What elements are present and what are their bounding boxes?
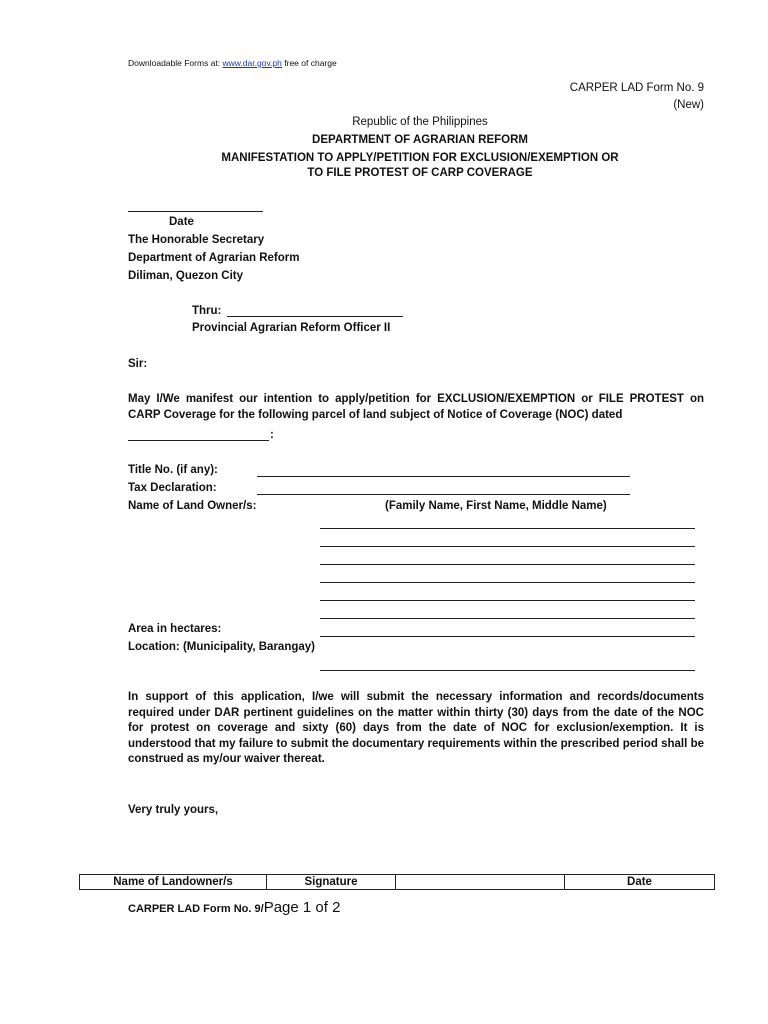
owner-line-1[interactable] — [320, 528, 695, 529]
thru-line[interactable] — [227, 316, 403, 317]
owner-label: Name of Land Owner/s: — [128, 500, 257, 512]
intro-end: : — [270, 429, 274, 441]
document-title-1: MANIFESTATION TO APPLY/PETITION FOR EXCLUSION/EXEMPTION OR — [221, 152, 619, 164]
download-suffix: free of charge — [281, 58, 337, 68]
addressee-3: Diliman, Quezon City — [128, 270, 244, 282]
dar-website-link[interactable]: www.dar.gov.ph — [222, 58, 282, 68]
location-line[interactable] — [320, 670, 695, 671]
page-number: Page 1 of 2 — [263, 899, 341, 916]
thru-label: Thru: — [192, 305, 222, 317]
location-label: Location: (Municipality, Barangay) — [128, 641, 315, 653]
owner-line-2[interactable] — [320, 546, 695, 547]
page-footer — [128, 899, 340, 916]
form-number: CARPER LAD Form No. 9 — [569, 82, 704, 94]
header-landowner: Name of Landowner/s — [80, 875, 267, 890]
salutation: Sir: — [128, 358, 148, 370]
title-no-label: Title No. (if any): — [128, 464, 218, 476]
document-title-2: TO FILE PROTEST OF CARP COVERAGE — [307, 167, 533, 179]
owner-line-5[interactable] — [320, 600, 695, 601]
signature-table — [79, 874, 715, 890]
intro-paragraph: May I/We manifest our intention to apply/petition for EXCLUSION/EXEMPTION or FILE PROTEST on CARP Coverage for the following parcel of land subject of Notice of Coverage (NOC) dated — [128, 393, 704, 421]
republic-heading: Republic of the Philippines — [352, 116, 488, 128]
title-no-line[interactable] — [257, 476, 630, 477]
owner-line-3[interactable] — [320, 564, 695, 565]
owner-line-6[interactable] — [320, 618, 695, 619]
addressee-1: The Honorable Secretary — [128, 234, 265, 246]
owner-line-4[interactable] — [320, 582, 695, 583]
date-label: Date — [169, 216, 194, 228]
area-line[interactable] — [320, 636, 695, 637]
tax-declaration-line[interactable] — [257, 494, 630, 495]
header-signature: Signature — [267, 875, 396, 890]
tax-declaration-label: Tax Declaration: — [128, 482, 217, 494]
addressee-2: Department of Agrarian Reform — [128, 252, 300, 264]
closing: Very truly yours, — [128, 804, 219, 816]
download-prefix: Downloadable Forms at: — [128, 58, 223, 68]
owner-hint: (Family Name, First Name, Middle Name) — [385, 500, 607, 512]
header-blank — [396, 875, 565, 890]
thru-title: Provincial Agrarian Reform Officer II — [192, 322, 391, 334]
header-date: Date — [565, 875, 715, 890]
area-label: Area in hectares: — [128, 623, 222, 635]
download-note — [128, 58, 337, 68]
noc-date-line[interactable] — [128, 440, 269, 441]
department-heading: DEPARTMENT OF AGRARIAN REFORM — [312, 134, 528, 146]
support-paragraph: In support of this application, I/we will submit the necessary information and records/documents required under DAR pertinent guidelines on the matter within thirty (30) days from the date of the NOC for protest on coverage and sixty (60) days from the date of NOC for exclusion/exemption. It is understood that my failure to submit the documentary requirements within the prescribed period shall be construed as my/our waiver thereat. — [128, 691, 704, 765]
date-line[interactable] — [128, 211, 263, 212]
footer-form: CARPER LAD Form No. 9/ — [128, 903, 264, 915]
form-status: (New) — [673, 99, 704, 111]
